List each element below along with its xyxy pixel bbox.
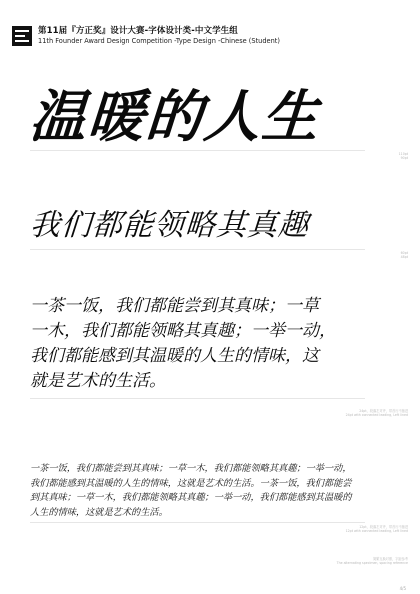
paragraph-line: 我们都能感到其温暖的人生的情味，这	[30, 346, 319, 366]
paragraph-line: 一茶一饭，我们都能尝到其真味；一草一木，我们都能领略其真趣；一举一动，	[30, 463, 352, 474]
paragraph-line: 就是艺术的生活。	[30, 371, 166, 391]
competition-title: 第11届『方正奖』设计大赛-字体设计类-中文学生组	[38, 26, 238, 36]
page-header	[12, 26, 408, 50]
paragraph-line: 我们都能感到其温暖的人生的情味，这就是艺术的生活。一茶一饭，我们都能尝	[30, 477, 352, 489]
size-note	[346, 409, 408, 417]
specimen-title-medium: 我们都能领略其真趣	[28, 208, 311, 243]
paragraph-line: 人生的情味，这就是艺术的生活。	[30, 506, 168, 518]
size-note-line: 24pt，段落左对齐，带首行不缩进	[359, 409, 408, 413]
divider-rule	[30, 398, 365, 399]
specimen-paragraph-large	[30, 294, 390, 394]
reference-note-line: 简繁互换对照，字距参考	[372, 557, 408, 561]
page-number: 4/5	[399, 586, 406, 591]
divider-rule	[30, 249, 365, 250]
reference-note-line: The alternating specimen, spacing reference	[336, 561, 408, 566]
paragraph-line: 一茶一饭，我们都能尝到其真味；一草	[30, 296, 319, 316]
size-note	[346, 525, 408, 533]
size-note	[399, 152, 408, 160]
size-note	[401, 251, 408, 259]
founder-award-logo-icon	[12, 26, 32, 46]
size-note-line: 60pt	[400, 251, 408, 255]
divider-rule	[30, 150, 365, 151]
size-note-line: 90pt	[400, 156, 408, 161]
size-note-line: 110pt	[398, 152, 408, 156]
size-note-line: 48pt	[400, 255, 408, 260]
paragraph-line: 一木，我们都能领略其真趣；一举一动，	[30, 321, 336, 341]
specimen-title-large: 温暖的人生	[27, 84, 323, 150]
size-note-line: 12pt，段落左对齐，带首行不缩进	[359, 525, 408, 529]
reference-note	[337, 557, 408, 565]
paragraph-line: 到其真味；一草一木，我们都能领略其真趣；一举一动，我们都能感到其温暖的	[30, 492, 352, 503]
competition-subtitle: 11th Founder Award Design Competition -Type Design -Chinese (Student)	[38, 37, 280, 45]
size-note-line: 24pt with connected leading, Left lined	[345, 413, 408, 418]
specimen-paragraph-small	[30, 462, 395, 520]
divider-rule	[30, 522, 365, 523]
size-note-line: 12pt with connected leading, Left lined	[345, 529, 408, 534]
header-text	[38, 26, 280, 46]
